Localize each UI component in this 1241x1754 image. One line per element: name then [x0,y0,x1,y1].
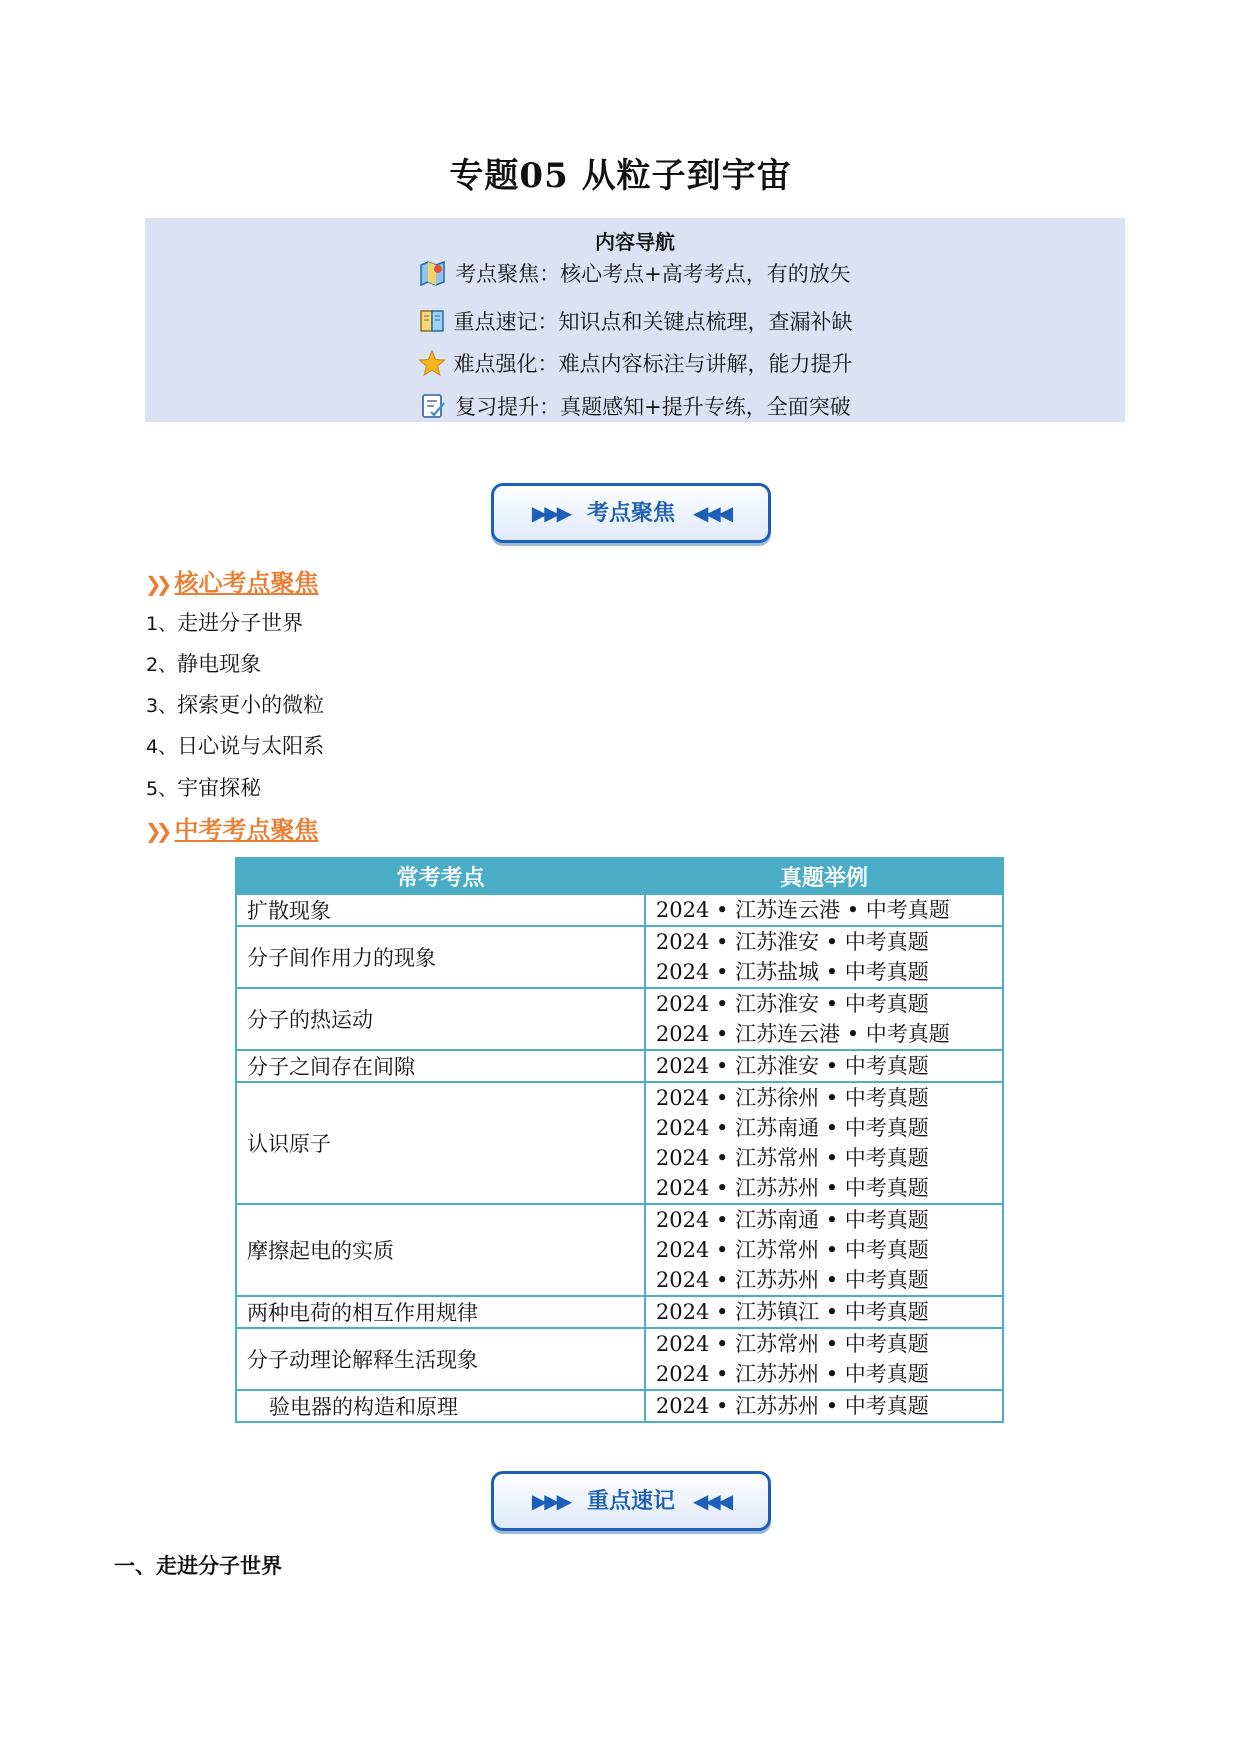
book-icon [418,308,446,334]
example-line: 2024 • 江苏南通 • 中考真题 [655,1116,929,1140]
topic-cell: 分子之间存在间隙 [236,1050,645,1082]
nav-item-text: 复习提升：真题感知+提升专练，全面突破 [455,395,851,419]
example-line: 2024 • 江苏盐城 • 中考真题 [655,960,929,984]
nav-item-focus [145,258,1125,288]
table-header-row [236,858,1003,894]
example-line: 2024 • 江苏苏州 • 中考真题 [655,1176,929,1200]
example-line: 2024 • 江苏连云港 • 中考真题 [655,1022,950,1046]
topic-cell: 扩散现象 [236,894,645,926]
nav-title: 内容导航 [595,230,675,254]
example-line: 2024 • 江苏南通 • 中考真题 [655,1208,929,1232]
examples-cell [645,1296,1003,1328]
list-item: 1、走进分子世界 [146,611,304,635]
left-arrows-icon: ◀◀◀ [693,1489,731,1513]
banner-memo: ▶▶▶ 重点速记 ◀◀◀ [491,1471,771,1531]
nav-item-review [145,391,1125,421]
exam-topics-table [235,857,1004,1423]
topic-cell: 分子的热运动 [236,988,645,1050]
table-row [236,1390,1003,1422]
star-icon [418,350,446,376]
table-row [236,926,1003,988]
table-row [236,1296,1003,1328]
examples-cell [645,1328,1003,1390]
double-chevron-icon: ❯❯ [145,572,167,596]
example-line: 2024 • 江苏淮安 • 中考真题 [655,930,929,954]
examples-cell [645,1390,1003,1422]
table-row [236,1050,1003,1082]
example-line: 2024 • 江苏连云港 • 中考真题 [655,898,950,922]
examples-cell [645,1204,1003,1296]
nav-item-text: 难点强化：难点内容标注与讲解，能力提升 [453,352,853,376]
section-heading: 一、走进分子世界 [114,1553,282,1578]
column-header: 常考考点 [236,858,645,894]
nav-item-text: 考点聚焦：核心考点+高考考点，有的放矢 [455,262,851,286]
topic-cell: 摩擦起电的实质 [236,1204,645,1296]
example-line: 2024 • 江苏常州 • 中考真题 [655,1146,929,1170]
topic-cell: 分子间作用力的现象 [236,926,645,988]
example-line: 2024 • 江苏常州 • 中考真题 [655,1238,929,1262]
right-arrows-icon: ▶▶▶ [531,501,569,525]
right-arrows-icon: ▶▶▶ [531,1489,569,1513]
nav-item-difficulty [145,348,1125,378]
core-heading: ❯❯ 核心考点聚焦 [145,568,319,597]
example-line: 2024 • 江苏镇江 • 中考真题 [655,1300,929,1324]
examples-cell [645,1082,1003,1204]
example-line: 2024 • 江苏徐州 • 中考真题 [655,1086,929,1110]
topic-cell: 两种电荷的相互作用规律 [236,1296,645,1328]
list-item: 2、静电现象 [146,652,262,676]
example-line: 2024 • 江苏淮安 • 中考真题 [655,992,929,1016]
exam-heading: ❯❯ 中考考点聚焦 [145,815,319,844]
left-arrows-icon: ◀◀◀ [693,501,731,525]
topic-cell: 认识原子 [236,1082,645,1204]
example-line: 2024 • 江苏苏州 • 中考真题 [655,1268,929,1292]
checklist-icon [419,393,447,419]
list-item: 4、日心说与太阳系 [146,734,325,758]
example-line: 2024 • 江苏苏州 • 中考真题 [655,1394,929,1418]
example-line: 2024 • 江苏苏州 • 中考真题 [655,1362,929,1386]
nav-item-text: 重点速记：知识点和关键点梳理，查漏补缺 [453,310,853,334]
content-navigation-box [145,218,1125,422]
example-line: 2024 • 江苏淮安 • 中考真题 [655,1054,929,1078]
examples-cell [645,926,1003,988]
example-line: 2024 • 江苏常州 • 中考真题 [655,1332,929,1356]
column-header: 真题举例 [645,858,1003,894]
examples-cell [645,988,1003,1050]
table-row [236,1082,1003,1204]
table-row [236,1328,1003,1390]
double-chevron-icon: ❯❯ [145,819,167,843]
topic-cell: 验电器的构造和原理 [236,1390,645,1422]
examples-cell [645,1050,1003,1082]
topic-cell: 分子动理论解释生活现象 [236,1328,645,1390]
map-icon [419,260,447,286]
nav-item-memo [145,306,1125,336]
list-item: 3、探索更小的微粒 [146,693,325,717]
examples-cell [645,894,1003,926]
table-row [236,894,1003,926]
list-item: 5、宇宙探秘 [146,776,262,800]
page-title: 专题05 从粒子到宇宙 [449,156,792,196]
banner-focus: ▶▶▶ 考点聚焦 ◀◀◀ [491,483,771,543]
table-row [236,1204,1003,1296]
table-row [236,988,1003,1050]
